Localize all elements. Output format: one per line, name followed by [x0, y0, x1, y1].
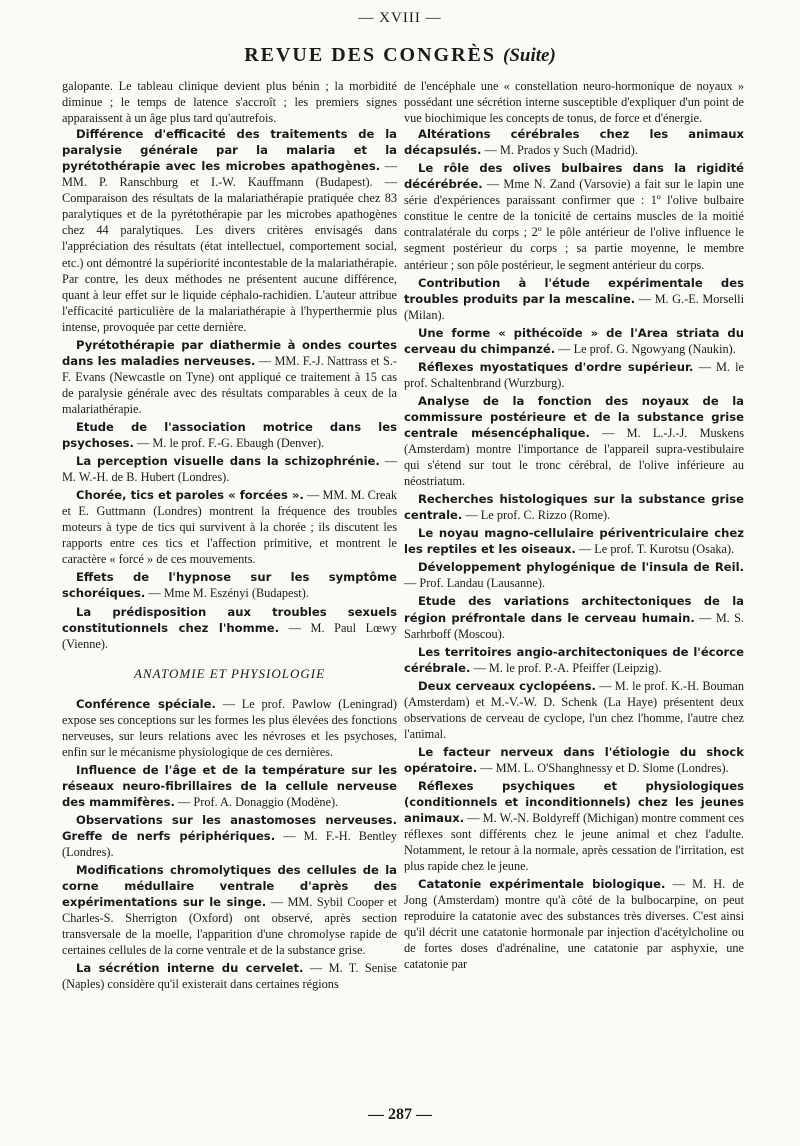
entry-title: Etude des variations architectoniques de la région préfrontale dans le cerveau humain. — [404, 594, 744, 625]
entry-text: — Prof. Landau (Lausanne). — [404, 576, 546, 591]
entry-text: — M. W.-H. de B. Hubert (Londres). — [62, 454, 397, 485]
entry — [404, 393, 744, 489]
entry-title: La perception visuelle dans la schizophrénie. — [76, 454, 380, 469]
entry-title: Modifications chromolytiques des cellules de la corne médullaire ventrale d'après des expérimentations sur le singe. — [62, 863, 397, 910]
entry-text: — Mme N. Zand (Varsovie) a fait sur le lapin une série d'expériences paraissant confirmer que : 1º l'olive bulbaire constitue le centre de la tonicité de certains muscles de la moitié contralatérale du corps ; 2º le pôle antérieur de l'olive influence le segment postérieur du corps ; sa partie moyenne, le membre antérieur ; son pôle postérieur, le segment antérieur du corps. — [404, 177, 744, 272]
page-number: — 287 — — [368, 1106, 432, 1123]
entry — [404, 678, 744, 742]
paragraph-continued: de l'encéphale une « constellation neuro-hormonique de noyaux » possédant une sécrétion interne susceptible d'expliquer d'un point de vue biochimique les concepts de tonus, de force et d'énergie. — [404, 79, 744, 126]
entry — [62, 696, 397, 760]
entry-title: Pyrétothérapie par diathermie à ondes courtes dans les maladies nerveuses. — [62, 337, 397, 368]
entry-text: — MM. M. Creak et E. Guttmann (Londres) montrent la fréquence des troubles moteurs à type de tics qui survivent à la chorée ; ils discutent les rapports entre ces tics et l'affection primitive, et montrent le caractère « forcé » de ces mouvements. — [62, 488, 397, 567]
entry — [62, 569, 397, 601]
entry — [404, 593, 744, 641]
entry-title: Réflexes myostatiques d'ordre supérieur. — [418, 359, 694, 374]
entry-title: Le noyau magno-cellulaire périventriculaire chez les reptiles et les oiseaux. — [404, 526, 744, 557]
entry — [62, 419, 397, 451]
entry-title: Conférence spéciale. — [76, 696, 216, 711]
entry — [404, 359, 744, 391]
entry — [62, 812, 397, 860]
entry-text: — M. S. Sarhrboff (Moscou). — [404, 610, 744, 641]
entry-text: — M. G.-E. Morselli (Milan). — [404, 291, 744, 322]
entry — [62, 453, 397, 485]
entry-title: Deux cerveaux cyclopéens. — [418, 678, 596, 693]
entry-text: — Prof. A. Donaggio (Modène). — [178, 794, 339, 809]
entry — [404, 275, 744, 323]
entry — [404, 325, 744, 357]
entry-text: — Le prof. C. Rizzo (Rome). — [465, 508, 611, 523]
entry-title: Influence de l'âge et de la température sur les réseaux neuro-fibrillaires de la cellule nerveuse des mammifères. — [62, 762, 397, 809]
entry-text: — M. Prados y Such (Madrid). — [484, 143, 638, 158]
entry-title: Développement phylogénique de l'insula de Reil. — [418, 560, 744, 575]
entry-title: Recherches histologiques sur la substance grise centrale. — [404, 492, 744, 523]
entry-text: — Le prof. T. Kurotsu (Osaka). — [578, 542, 735, 557]
page-number-roman: — XVIII — — [358, 10, 442, 26]
entry-title: Effets de l'hypnose sur les symptôme schoréiques. — [62, 570, 397, 601]
entry — [404, 778, 744, 874]
entry — [62, 960, 397, 992]
entry — [404, 126, 744, 158]
entry-title: La prédisposition aux troubles sexuels constitutionnels chez l'homme. — [62, 604, 397, 635]
entry-text: — M. H. de Jong (Amsterdam) montre qu'à côté de la bulbocarpine, on peut reproduire la catatonie avec des substances très diverses. C'est ainsi qu'il décrit une catatonie hormonale par injection d'acétylcholine ou de fortes doses d'adrénaline, une catatonie par asphyxie, une catatonie par — [404, 877, 745, 972]
entry — [62, 762, 397, 810]
entry-text: — M. le prof. P.-A. Pfeiffer (Leipzig). — [473, 660, 662, 675]
entry-text: — M. le prof. K.-H. Bouman (Amsterdam) et M.-V.-W. D. Schenk (La Haye) présentent deux observations de cerveau de cyclope, l'un chez l'homme, l'autre chez l'animal. — [404, 678, 745, 741]
entry-title: Réflexes psychiques et physiologiques (conditionnels et inconditionnels) chez les jeunes animaux. — [404, 778, 744, 826]
entry-title: Une forme « pithécoïde » de l'Area striata du cerveau du chimpanzé. — [404, 325, 744, 356]
entry — [404, 559, 744, 591]
entry-text: — MM. Sybil Cooper et Charles-S. Sherrigton (Oxford) ont observé, après section transversale de la moelle, l'apparition d'une chromolyse rapide de certaines cellules de la corne ventrale et de la substance grise. — [62, 895, 397, 958]
page-title — [0, 44, 800, 67]
entry — [62, 337, 397, 417]
entry-title: Le facteur nerveux dans l'étiologie du shock opératoire. — [404, 744, 744, 775]
entry-title: Contribution à l'étude expérimentale des troubles produits par la mescaline. — [404, 275, 744, 306]
paragraph-continued: galopante. Le tableau clinique devient plus bénin ; la morbidité diminue ; le temps de latence s'accroît ; les premiers signes apparaissent à un âge plus tard qu'autrefois. — [62, 79, 397, 126]
section-heading: ANATOMIE ET PHYSIOLOGIE — [133, 665, 326, 681]
entry-text: — Mme M. Eszényi (Budapest). — [148, 586, 309, 601]
entry-title: Analyse de la fonction des noyaux de la commissure postérieure et de la substance grise centrale mésencéphalique. — [404, 393, 744, 440]
entry-text: — M. Paul Lœwy (Vienne). — [62, 620, 397, 651]
left-column — [62, 78, 397, 995]
entry — [404, 644, 744, 676]
entry-text: — M. F.-H. Bentley (Londres). — [62, 829, 397, 860]
entry — [404, 491, 744, 523]
entry-title: Les territoires angio-architectoniques de l'écorce cérébrale. — [404, 644, 744, 675]
entry-text: — MM. F.-J. Nattrass et S.-F. Evans (Newcastle on Tyne) ont appliqué ce traitement à 15 cas de paralysie générale avec des résultats comparables à ceux de la malariathérapie. — [62, 353, 397, 416]
right-column — [404, 78, 744, 975]
title-suite: (Suite) — [503, 45, 556, 66]
entry-title: Observations sur les anastomoses nerveuses. Greffe de nerfs périphériques. — [62, 813, 397, 844]
entry-text: — M. le prof. Schaltenbrand (Wurzburg). — [404, 359, 744, 390]
entry-text: — M. L.-J.-J. Muskens (Amsterdam) montre l'importance de l'appareil supra-vestibulaire qui s'étend sur tout le tronc cérébral, de l'olive inférieure au néostriatum. — [404, 425, 744, 489]
entry-title: La sécrétion interne du cervelet. — [76, 961, 304, 976]
entry — [404, 525, 744, 557]
entry-title: Chorée, tics et paroles « forcées ». — [76, 488, 304, 503]
entry — [404, 160, 744, 272]
entry-title: Catatonie expérimentale biologique. — [418, 877, 666, 892]
entry-text: — Le prof. G. Ngowyang (Naukin). — [558, 341, 736, 356]
entry-title: Etude de l'association motrice dans les psychoses. — [62, 419, 397, 451]
entry — [62, 862, 397, 958]
entry — [62, 604, 397, 652]
entry — [62, 126, 397, 335]
entry-title: Différence d'efficacité des traitements de la paralysie générale par la malaria et la pyrétothérapie avec les microbes apathogènes. — [62, 127, 397, 174]
entry-text: — MM. L. O'Shanghnessy et D. Slome (Londres). — [480, 760, 729, 775]
entry — [62, 487, 397, 567]
entry-text: — M. le prof. F.-G. Ebaugh (Denver). — [137, 436, 325, 451]
title-main: REVUE DES CONGRÈS — [244, 44, 497, 66]
entry-text: — Le prof. Pawlow (Leningrad) expose ses conceptions sur les formes les plus élevées des fonctions nerveuses, sur leurs relations avec les névroses et les psychoses, enfin sur le mécanisme physiologique de ces dernières. — [62, 696, 397, 759]
entry — [404, 876, 744, 972]
entry-text: — M. T. Senise (Naples) considère qu'il existerait dans certaines régions — [62, 961, 397, 992]
entry-text: — MM. P. Ranschburg et I.-W. Kauffmann (Budapest). — Comparaison des résultats de la malariathérapie pratiquée chez 83 paralytiques et de la pyrétothérapie par les microbes apathogènes chez 44 paralytiques. Les divers critères envisagés dans l'appréciation des résultats (état intellectuel, comportement social, etc.) ont démontré la supériorité incontestable de la malariathérapie. Par contre, les deux méthodes ne présentent aucune différence, quant à leur effet sur le liquide céphalo-rachidien. L'auteur attribue l'efficacité particulière de la malariathérapie à l'hyperthermie plus intense, provoquée par cette dernière. — [62, 159, 398, 334]
entry-title: Altérations cérébrales chez les animaux décapsulés. — [404, 127, 744, 158]
entry-title: Le rôle des olives bulbaires dans la rigidité décérébrée. — [404, 161, 744, 192]
entry-text: — M. W.-N. Boldyreff (Michigan) montre comment ces réflexes sont différents chez le jeune animal et chez l'adulte. Notamment, le retour à la normale, après cessation de l'irritation, est plus rapide chez le jeune. — [404, 811, 745, 874]
entry — [404, 744, 744, 776]
